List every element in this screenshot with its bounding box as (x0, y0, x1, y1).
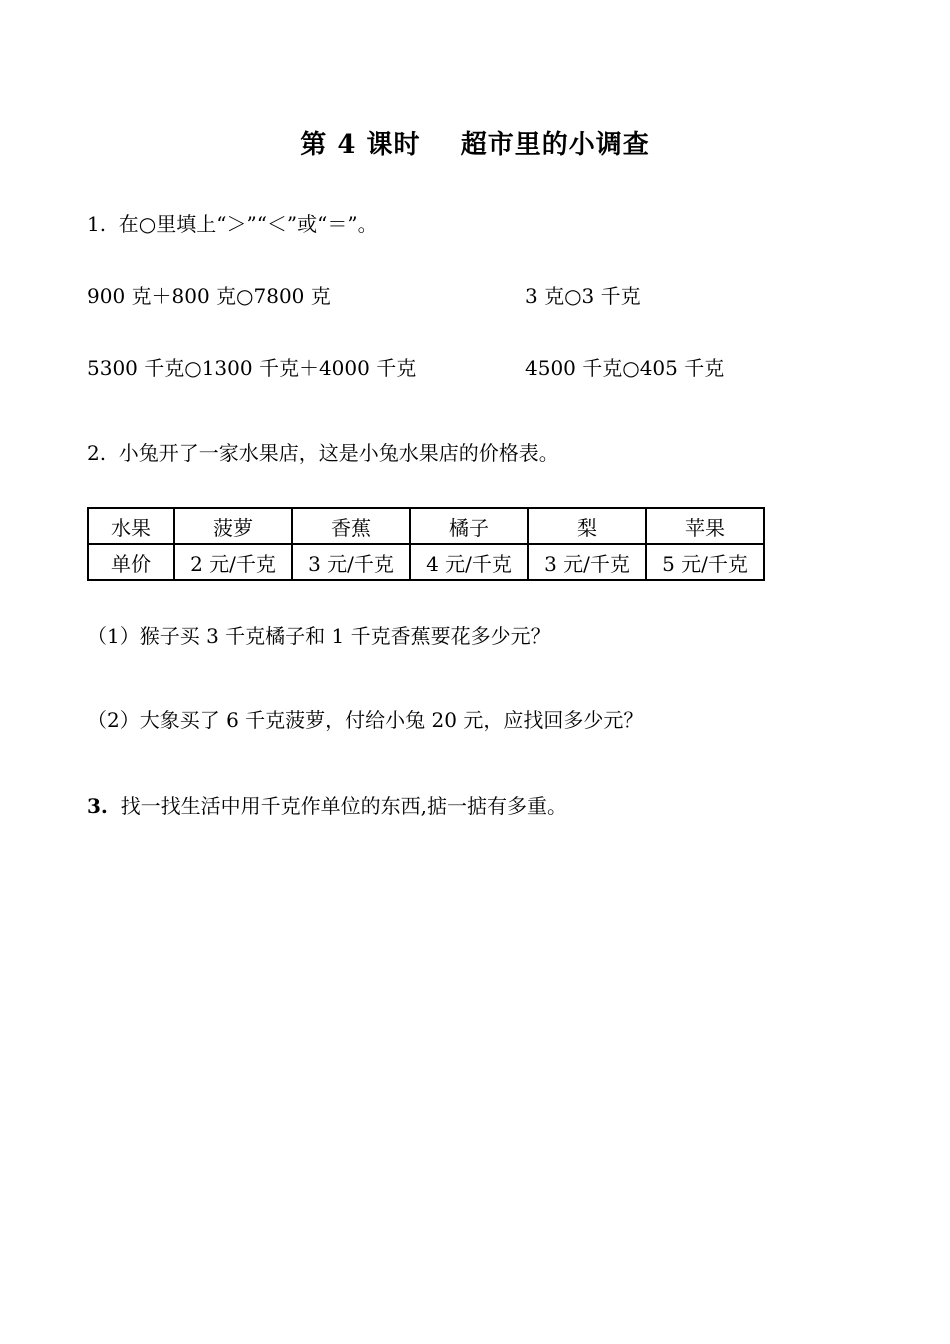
question-1-item-2: 3 克○3 千克 (525, 284, 641, 308)
table-cell: 菠萝 (174, 508, 292, 544)
table-cell: 梨 (528, 508, 646, 544)
question-2-sub-2: （2）大象买了 6 千克菠萝，付给小兔 20 元，应找回多少元？ (87, 708, 644, 732)
table-row (88, 544, 764, 580)
price-table (87, 507, 765, 581)
question-1-item-4: 4500 千克○405 千克 (525, 356, 725, 380)
question-2-sub-1: （1）猴子买 3 千克橘子和 1 千克香蕉要花多少元？ (87, 624, 551, 648)
question-3-text: 找一找生活中用千克作单位的东西,掂一掂有多重。 (107, 794, 567, 818)
question-2-prompt: 2. 小兔开了一家水果店，这是小兔水果店的价格表。 (87, 441, 559, 465)
table-cell: 单价 (88, 544, 174, 580)
table-cell: 水果 (88, 508, 174, 544)
question-3 (87, 790, 567, 819)
table-header-row (88, 508, 764, 544)
table-cell: 3 元/千克 (292, 544, 410, 580)
table-cell: 5 元/千克 (646, 544, 764, 580)
question-1-item-1: 900 克＋800 克○7800 克 (87, 284, 331, 308)
table-cell: 苹果 (646, 508, 764, 544)
table-cell: 2 元/千克 (174, 544, 292, 580)
table-cell: 橘子 (410, 508, 528, 544)
table-cell: 香蕉 (292, 508, 410, 544)
table-cell: 4 元/千克 (410, 544, 528, 580)
question-1-item-3: 5300 千克○1300 千克＋4000 千克 (87, 356, 417, 380)
question-1-prompt: 1. 在○里填上“＞”“＜”或“＝”。 (87, 212, 378, 236)
question-3-number: 3. (87, 794, 108, 818)
page-title: 第 4 课时 超市里的小调查 (300, 130, 650, 160)
table-cell: 3 元/千克 (528, 544, 646, 580)
